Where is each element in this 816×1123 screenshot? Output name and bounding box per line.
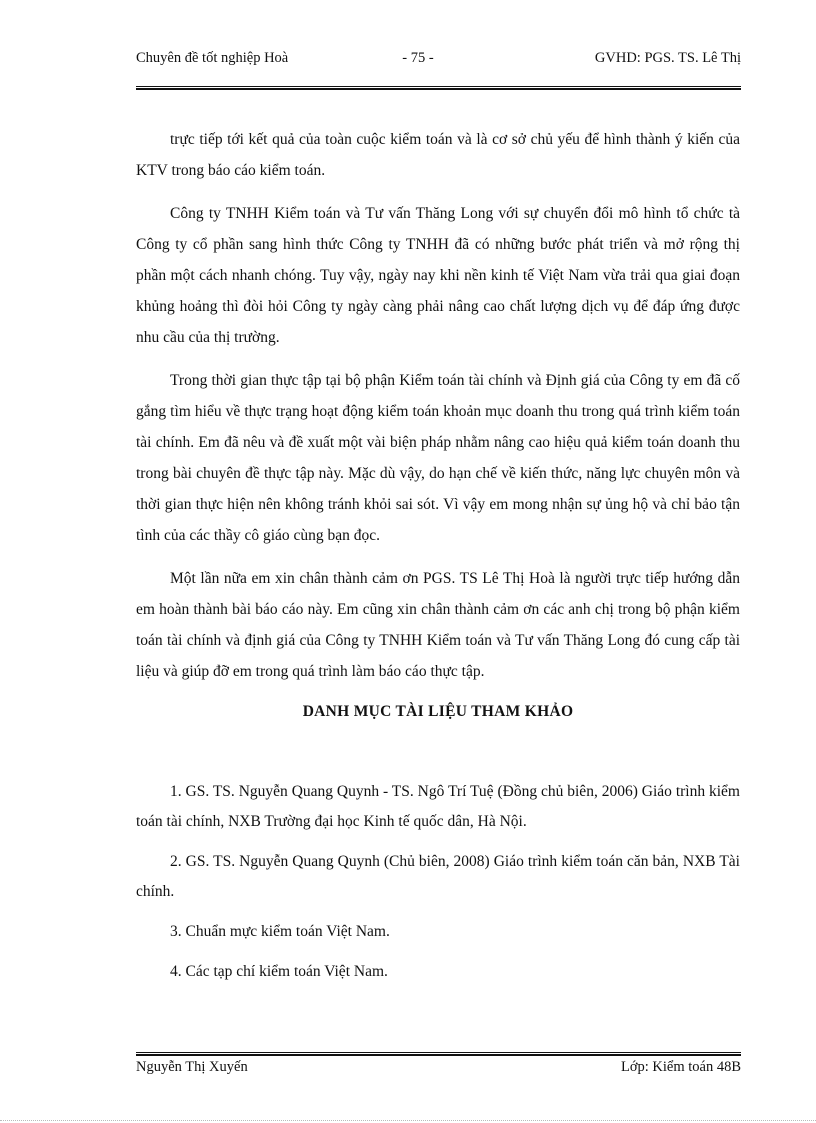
header-right-text: GVHD: PGS. TS. Lê Thị [594,50,741,66]
reference-item: 4. Các tạp chí kiểm toán Việt Nam. [170,963,388,980]
paragraph: trực tiếp tới kết quả của toàn cuộc kiểm toán và là cơ sở chủ yếu để hình thành ý kiến của KTV trong báo cáo kiểm toán. [136,131,740,179]
paragraph: Công ty TNHH Kiểm toán và Tư vấn Thăng Long với sự chuyển đổi mô hình tổ chức tà Công ty cổ phần sang hình thức Công ty TNHH đã có những bước phát triển và mở rộng thị phần một cách nhanh chóng. Tuy vậy, ngày nay khi nền kinh tế Việt Nam vừa trải qua giai đoạn khủng hoảng thì đòi hỏi Công ty ngày càng phải nâng cao chất lượng dịch vụ để đáp ứng được nhu cầu của thị trường. [136,205,740,346]
footer-rule [136,1052,741,1056]
page-break-line [0,1120,816,1121]
header-rule [136,86,741,90]
references-heading: DANH MỤC TÀI LIỆU THAM KHẢO [302,703,574,720]
footer-class: Lớp: Kiểm toán 48B [620,1059,741,1075]
reference-item: 1. GS. TS. Nguyễn Quang Quynh - TS. Ngô Trí Tuệ (Đồng chủ biên, 2006) Giáo trình kiểm toán tài chính, NXB Trường đại học Kinh tế quốc dân, Hà Nội. [136,783,740,830]
footer-author: Nguyễn Thị Xuyến [136,1059,248,1075]
reference-item: 3. Chuẩn mực kiểm toán Việt Nam. [170,923,390,940]
page-number: - 75 - [402,50,434,66]
paragraph: Trong thời gian thực tập tại bộ phận Kiểm toán tài chính và Định giá của Công ty em đã cố gắng tìm hiểu về thực trạng hoạt động kiểm toán khoản mục doanh thu trong quá trình kiểm toán tài chính. Em đã nêu và đề xuất một vài biện pháp nhằm nâng cao hiệu quả kiểm toán doanh thu trong bài chuyên đề thực tập này. Mặc dù vậy, do hạn chế về kiến thức, năng lực chuyên môn và thời gian thực hiện nên không tránh khỏi sai sót. Vì vậy em mong nhận sự ủng hộ và chỉ bảo tận tình của các thầy cô giáo cùng bạn đọc. [136,372,740,544]
page-header [136,49,741,89]
reference-item: 2. GS. TS. Nguyễn Quang Quynh (Chủ biên, 2008) Giáo trình kiểm toán căn bản, NXB Tài chính. [136,853,740,900]
references-list [136,777,740,987]
header-left-text: Chuyên đề tốt nghiệp Hoà [136,50,289,66]
document-body [136,124,740,997]
paragraph: Một lần nữa em xin chân thành cảm ơn PGS. TS Lê Thị Hoà là người trực tiếp hướng dẫn em hoàn thành bài báo cáo này. Em cũng xin chân thành cảm ơn các anh chị trong bộ phận kiểm toán tài chính và định giá của Công ty TNHH Kiểm toán và Tư vấn Thăng Long đó cung cấp tài liệu và giúp đỡ em trong quá trình làm báo cáo thực tập. [136,570,740,680]
